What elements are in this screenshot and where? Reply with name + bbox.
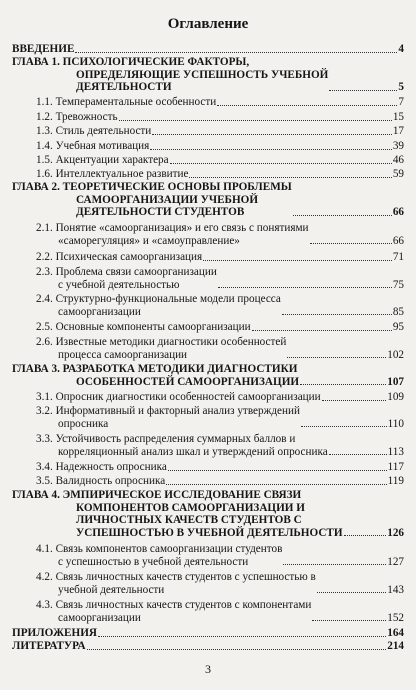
toc-entry-line: «саморегуляция» и «самоуправление» <box>58 234 240 247</box>
toc-entry-line: учебной деятельности <box>58 583 165 596</box>
dot-leader <box>310 242 392 244</box>
dot-leader <box>312 619 386 621</box>
toc-entry-page: 75 <box>392 278 404 291</box>
toc-entry-title <box>36 222 309 247</box>
toc-entry <box>36 321 404 334</box>
toc-entry-line: процесса самоорганизации <box>58 348 188 361</box>
toc-entry-title <box>12 489 343 539</box>
toc-entry-line: 3.3. Устойчивость распределения суммарных баллов и <box>36 433 296 445</box>
toc-entry <box>36 154 404 167</box>
toc-entry-line: 4.2. Связь личностных качеств студентов с успешностью в <box>36 571 316 583</box>
toc-entry-title <box>36 125 151 138</box>
toc-entry-title <box>12 181 292 219</box>
toc-entry-title <box>36 599 311 624</box>
toc-entry <box>36 543 404 568</box>
toc-entry <box>36 405 404 430</box>
toc-entry-line: ГЛАВА 4. ЭМПИРИЧЕСКОЕ ИССЛЕДОВАНИЕ СВЯЗИ <box>12 489 302 501</box>
toc-entry-page: 110 <box>387 417 404 430</box>
dot-leader <box>344 534 387 536</box>
toc-entry <box>12 627 404 640</box>
toc-entry <box>36 475 404 488</box>
toc-entry-page: 117 <box>387 461 404 473</box>
toc-entry <box>36 168 404 181</box>
toc-entry-page: 127 <box>387 555 404 568</box>
toc-entry-line: 3.4. Надежность опросника <box>36 461 167 473</box>
toc-entry-title <box>36 266 217 291</box>
toc-entry-page: 15 <box>392 111 404 123</box>
toc-entry <box>36 222 404 247</box>
dot-leader <box>98 635 386 637</box>
dot-leader <box>119 119 392 121</box>
toc-entry-title <box>12 627 97 640</box>
toc-entry <box>36 391 404 404</box>
toc-entry-title <box>36 321 251 334</box>
toc-entry-line: с успешностью в учебной деятельности <box>58 555 249 568</box>
toc-entry-line: 1.6. Интеллектуальное развитие <box>36 168 189 180</box>
toc-entry-line: УСПЕШНОСТЬЮ В УЧЕБНОЙ ДЕЯТЕЛЬНОСТИ <box>76 526 343 539</box>
dot-leader <box>252 329 392 331</box>
toc-entry-line: ОПРЕДЕЛЯЮЩИЕ УСПЕШНОСТЬ УЧЕБНОЙ <box>76 68 329 81</box>
toc-entry-line: 1.4. Учебная мотивация <box>36 140 150 152</box>
toc-entry-page: 143 <box>387 583 404 596</box>
toc-entry-line: 1.2. Тревожность <box>36 111 118 123</box>
toc-entry-page: 214 <box>387 640 404 652</box>
dot-leader <box>166 483 386 485</box>
dot-leader <box>329 453 387 455</box>
toc-entry-line: самоорганизации <box>58 305 141 318</box>
toc-entry-title <box>36 140 149 153</box>
dot-leader <box>203 259 392 261</box>
toc-entry-page: 5 <box>398 81 404 93</box>
toc-entry-line: 4.3. Связь личностных качеств студентов с компонентами <box>36 599 312 611</box>
toc-entry-line: 1.5. Акцентуации характера <box>36 154 169 166</box>
toc-entry <box>36 461 404 474</box>
dot-leader <box>218 286 392 288</box>
dot-leader <box>189 176 391 178</box>
toc-entry <box>12 640 404 653</box>
toc-entry-page: 95 <box>392 321 404 333</box>
toc-entry-line: самоорганизации <box>58 611 141 624</box>
toc-entry-title <box>36 571 316 596</box>
toc-entry-title <box>12 56 328 94</box>
toc-entry-page: 66 <box>392 234 404 247</box>
toc-entry <box>36 140 404 153</box>
toc-entry-line: опросника <box>58 417 109 430</box>
toc-entry <box>36 266 404 291</box>
toc-entry-page: 85 <box>392 305 404 318</box>
toc-entry <box>12 363 404 388</box>
toc-entry <box>12 43 404 56</box>
dot-leader <box>217 104 397 106</box>
dot-leader <box>300 383 386 385</box>
toc-entry <box>36 111 404 124</box>
toc-entry-title <box>36 111 118 124</box>
toc-entry-page: 107 <box>387 375 404 388</box>
toc-entry-line: ГЛАВА 2. ТЕОРЕТИЧЕСКИЕ ОСНОВЫ ПРОБЛЕМЫ <box>12 181 292 193</box>
toc-entry-page: 164 <box>387 627 404 639</box>
toc-entry-title <box>36 405 300 430</box>
toc-entry-line: ОСОБЕННОСТЕЙ САМООРГАНИЗАЦИИ <box>76 375 300 388</box>
toc-entry-line: 2.4. Структурно-функциональные модели процесса <box>36 293 281 305</box>
dot-leader <box>287 356 386 358</box>
toc-entry <box>12 56 404 94</box>
dot-leader <box>317 591 386 593</box>
dot-leader <box>329 89 397 91</box>
page-title: Оглавление <box>167 16 249 32</box>
toc-entry-line: ДЕЯТЕЛЬНОСТИ СТУДЕНТОВ <box>76 206 245 218</box>
toc-entry-title <box>36 336 286 361</box>
page-number: 3 <box>205 662 211 676</box>
dot-leader <box>75 51 397 53</box>
toc-entry-line: ПРИЛОЖЕНИЯ <box>12 627 98 639</box>
dot-leader <box>283 563 386 565</box>
toc-entry-line: корреляционный анализ шкал и утверждений опросника <box>58 445 328 458</box>
toc-entry-page: 109 <box>387 391 404 403</box>
toc-entry-line: 2.2. Психическая самоорганизация <box>36 251 203 263</box>
toc-entry-line: САМООРГАНИЗАЦИИ УЧЕБНОЙ <box>76 193 259 206</box>
toc-entry <box>12 489 404 539</box>
toc-entry-page: 102 <box>387 348 404 361</box>
toc-entry-page: 113 <box>387 445 404 458</box>
toc-entry-title <box>36 293 281 318</box>
dot-leader <box>87 648 387 650</box>
toc-entry <box>36 336 404 361</box>
toc-entry-line: 4.1. Связь компонентов самоорганизации студентов <box>36 543 283 555</box>
dot-leader <box>293 214 392 216</box>
toc-entry-page: 17 <box>392 125 404 137</box>
toc-entry-line: 1.3. Стиль деятельности <box>36 125 152 137</box>
toc-entry-title <box>36 96 216 109</box>
toc-entry-title <box>36 433 328 458</box>
toc-entry-line: 2.5. Основные компоненты самоорганизации <box>36 321 251 333</box>
toc-entry-line: ЛИЧНОСТНЫХ КАЧЕСТВ СТУДЕНТОВ С <box>76 514 302 526</box>
toc-entry-title <box>12 363 299 388</box>
toc-entry-title <box>36 251 202 264</box>
dot-leader <box>322 399 387 401</box>
toc-entry-line: ДЕЯТЕЛЬНОСТИ <box>76 81 172 93</box>
dot-leader <box>282 313 392 315</box>
toc-entry <box>36 571 404 596</box>
toc-entry-page: 46 <box>392 154 404 166</box>
dot-leader <box>150 148 392 150</box>
toc-entry-line: 3.2. Информативный и факторный анализ утверждений <box>36 405 300 417</box>
toc-entry-line: ГЛАВА 3. РАЗРАБОТКА МЕТОДИКИ ДИАГНОСТИКИ <box>12 363 298 375</box>
toc-entry-page: 71 <box>392 251 404 263</box>
toc-entry-line: 2.6. Известные методики диагностики особенностей <box>36 336 287 348</box>
toc-entry <box>36 433 404 458</box>
toc-entry-line: 3.5. Валидность опросника <box>36 475 166 487</box>
toc-entry-page: 4 <box>398 43 404 55</box>
dot-leader <box>168 469 387 471</box>
toc-entry-line: ГЛАВА 1. ПСИХОЛОГИЧЕСКИЕ ФАКТОРЫ, <box>12 56 250 68</box>
toc-entry-line: КОМПОНЕНТОВ САМООРГАНИЗАЦИИ И <box>76 501 306 514</box>
toc-entry-line: ЛИТЕРАТУРА <box>12 640 86 652</box>
toc-entry-page: 119 <box>387 475 404 487</box>
toc-entry-line: 2.3. Проблема связи самоорганизации <box>36 266 217 278</box>
toc-entry <box>36 251 404 264</box>
toc-entry <box>36 125 404 138</box>
toc-entry-title <box>36 391 321 404</box>
toc-entry-title <box>12 640 86 653</box>
dot-leader <box>301 425 387 427</box>
toc-entry-page: 7 <box>398 96 404 108</box>
dot-leader <box>170 162 392 164</box>
toc-entry <box>36 293 404 318</box>
toc-entry-title <box>36 543 282 568</box>
toc-entry <box>36 599 404 624</box>
toc-entry-title <box>36 461 167 474</box>
toc-entry-title <box>36 154 169 167</box>
dot-leader <box>152 133 392 135</box>
toc-entry <box>36 96 404 109</box>
toc-entry-line: 1.1. Темпераментальные особенности <box>36 96 217 108</box>
toc-entry-line: ВВЕДЕНИЕ <box>12 43 75 55</box>
toc-entry-title <box>36 475 165 488</box>
toc-entry-title <box>36 168 188 181</box>
toc-entry-title <box>12 43 74 56</box>
toc-entry-line: 3.1. Опросник диагностики особенностей самоорганизации <box>36 391 321 403</box>
toc-entry-page: 39 <box>392 140 404 152</box>
toc-entry-page: 126 <box>387 526 404 539</box>
toc-entry <box>12 181 404 219</box>
toc-entry-page: 66 <box>392 206 404 218</box>
toc-entry-line: с учебной деятельностью <box>58 278 180 291</box>
toc-entry-line: 2.1. Понятие «самоорганизация» и его связь с понятиями <box>36 222 309 234</box>
toc-entry-page: 152 <box>387 611 404 624</box>
toc-entry-page: 59 <box>392 168 404 180</box>
